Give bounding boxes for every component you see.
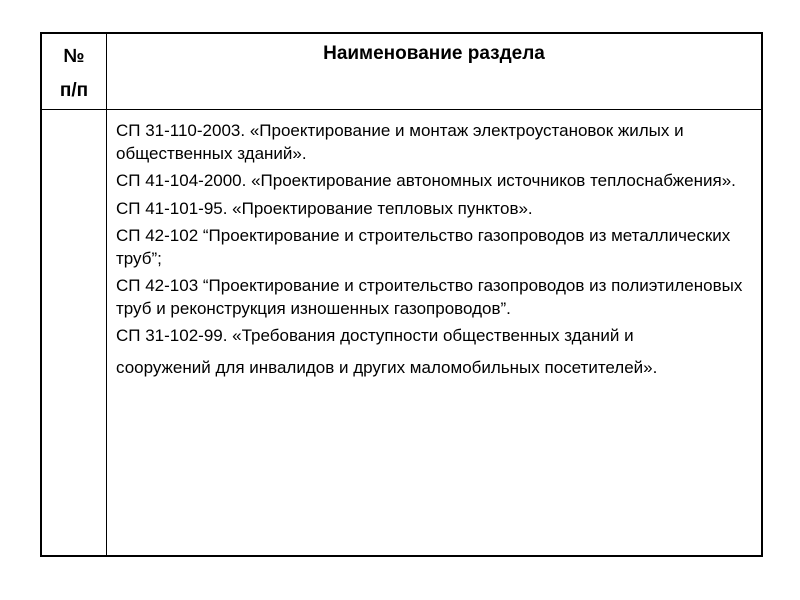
list-item: СП 31-110-2003. «Проектирование и монтаж электроустановок жилых и общественных зданий». — [116, 121, 684, 163]
section-list-cell — [116, 120, 751, 384]
document-table — [40, 32, 763, 557]
list-item: СП 42-103 “Проектирование и строительство газопроводов из полиэтиленовых труб и реконструкция изношенных газопроводов”. — [116, 276, 743, 318]
header-number-cell — [42, 40, 106, 108]
header-number-symbol: № — [63, 46, 85, 67]
column-divider — [106, 34, 107, 555]
list-item: СП 41-104-2000. «Проектирование автономных источников теплоснабжения». — [116, 171, 736, 190]
last-item-line-2: сооружений для инвалидов и других маломобильных посетителей». — [116, 357, 658, 377]
header-number-label: п/п — [59, 80, 89, 101]
last-item-line-1: СП 31-102-99. «Требования доступности общественных зданий и — [116, 326, 634, 345]
list-item: СП 42-102 “Проектирование и строительство газопроводов из металлических труб”; — [116, 226, 731, 268]
header-section-title: Наименование раздела — [323, 43, 545, 64]
list-item: СП 41-101-95. «Проектирование тепловых пунктов». — [116, 198, 533, 218]
list-item-last — [116, 325, 751, 379]
table-header-row — [42, 34, 761, 110]
